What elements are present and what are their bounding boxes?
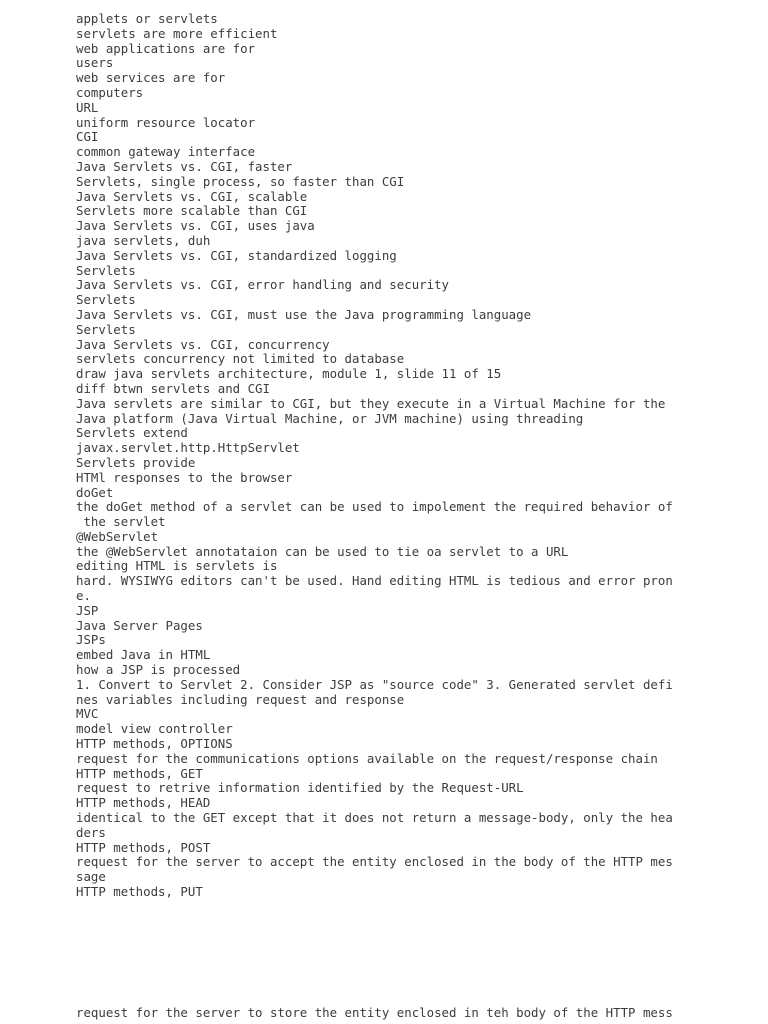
- document-line: java servlets, duh: [76, 233, 211, 248]
- document-bottom-line: request for the server to store the entity enclosed in teh body of the HTTP mess: [76, 1006, 673, 1020]
- document-line: Servlets provide: [76, 455, 196, 470]
- document-line: servlets are more efficient: [76, 26, 278, 41]
- document-line: servlets concurrency not limited to database: [76, 352, 405, 367]
- document-line: web services are for: [76, 71, 226, 86]
- document-line: HTTP methods, GET: [76, 766, 203, 781]
- document-line: doGet: [76, 485, 114, 500]
- document-line: Java Servlets vs. CGI, scalable: [76, 189, 308, 204]
- document-line: Java Servlets vs. CGI, faster: [76, 159, 293, 174]
- document-line: HTTP methods, POST: [76, 840, 211, 855]
- document-line: the doGet method of a servlet can be used to impolement the required behavior of: [76, 500, 673, 515]
- document-line: HTTP methods, OPTIONS: [76, 737, 233, 752]
- document-line: web applications are for: [76, 41, 256, 56]
- document-line: Servlets more scalable than CGI: [76, 204, 308, 219]
- document-line: how a JSP is processed: [76, 663, 241, 678]
- document-line: CGI: [76, 130, 99, 145]
- document-line: JSPs: [76, 633, 106, 648]
- document-line: editing HTML is servlets is: [76, 559, 278, 574]
- document-line: Java Servlets vs. CGI, concurrency: [76, 337, 330, 352]
- document-line: users: [76, 56, 114, 71]
- document-line: URL: [76, 100, 99, 115]
- document-line: the @WebServlet annotataion can be used to tie oa servlet to a URL: [76, 544, 569, 559]
- document-line: embed Java in HTML: [76, 648, 211, 663]
- document-line: JSP: [76, 603, 99, 618]
- document-line: identical to the GET except that it does not return a message-body, only the hea: [76, 811, 673, 826]
- document-line: Servlets: [76, 293, 136, 308]
- document-line: model view controller: [76, 722, 233, 737]
- document-line: Servlets: [76, 263, 136, 278]
- document-line: computers: [76, 85, 144, 100]
- document-line: Java Servlets vs. CGI, uses java: [76, 219, 315, 234]
- document-line: HTTP methods, PUT: [76, 885, 203, 900]
- document-line: Java Servlets vs. CGI, must use the Java programming language: [76, 307, 532, 322]
- document-line: hard. WYSIWYG editors can't be used. Hand editing HTML is tedious and error pron: [76, 574, 673, 589]
- document-line: request for the server to accept the entity enclosed in the body of the HTTP mes: [76, 855, 673, 870]
- document-line: common gateway interface: [76, 145, 256, 160]
- document-line: HTTP methods, HEAD: [76, 796, 211, 811]
- document-text-block: [76, 12, 756, 900]
- document-line: Java platform (Java Virtual Machine, or JVM machine) using threading: [76, 411, 584, 426]
- document-line: draw java servlets architecture, module 1, slide 11 of 15: [76, 367, 502, 382]
- document-line: request for the communications options available on the request/response chain: [76, 751, 658, 766]
- document-line: Java Server Pages: [76, 618, 203, 633]
- document-line: MVC: [76, 707, 99, 722]
- document-line: Java Servlets vs. CGI, standardized logging: [76, 248, 397, 263]
- document-line: javax.servlet.http.HttpServlet: [76, 441, 300, 456]
- document-line: e.: [76, 589, 91, 604]
- document-line: 1. Convert to Servlet 2. Consider JSP as "source code" 3. Generated servlet defi: [76, 677, 673, 692]
- document-line: Java Servlets vs. CGI, error handling and security: [76, 278, 449, 293]
- document-line: sage: [76, 870, 106, 885]
- document-line: @WebServlet: [76, 529, 159, 544]
- document-line: uniform resource locator: [76, 115, 256, 130]
- document-line: diff btwn servlets and CGI: [76, 381, 270, 396]
- document-line: ders: [76, 825, 106, 840]
- document-line: the servlet: [76, 515, 166, 530]
- document-line: request to retrive information identified by the Request-URL: [76, 781, 524, 796]
- document-line: Servlets: [76, 322, 136, 337]
- document-line: nes variables including request and response: [76, 692, 405, 707]
- document-line: Servlets, single process, so faster than CGI: [76, 174, 405, 189]
- document-line: HTMl responses to the browser: [76, 470, 293, 485]
- document-line: Java servlets are similar to CGI, but they execute in a Virtual Machine for the: [76, 396, 666, 411]
- document-line: applets or servlets: [76, 12, 218, 26]
- document-line: Servlets extend: [76, 426, 188, 441]
